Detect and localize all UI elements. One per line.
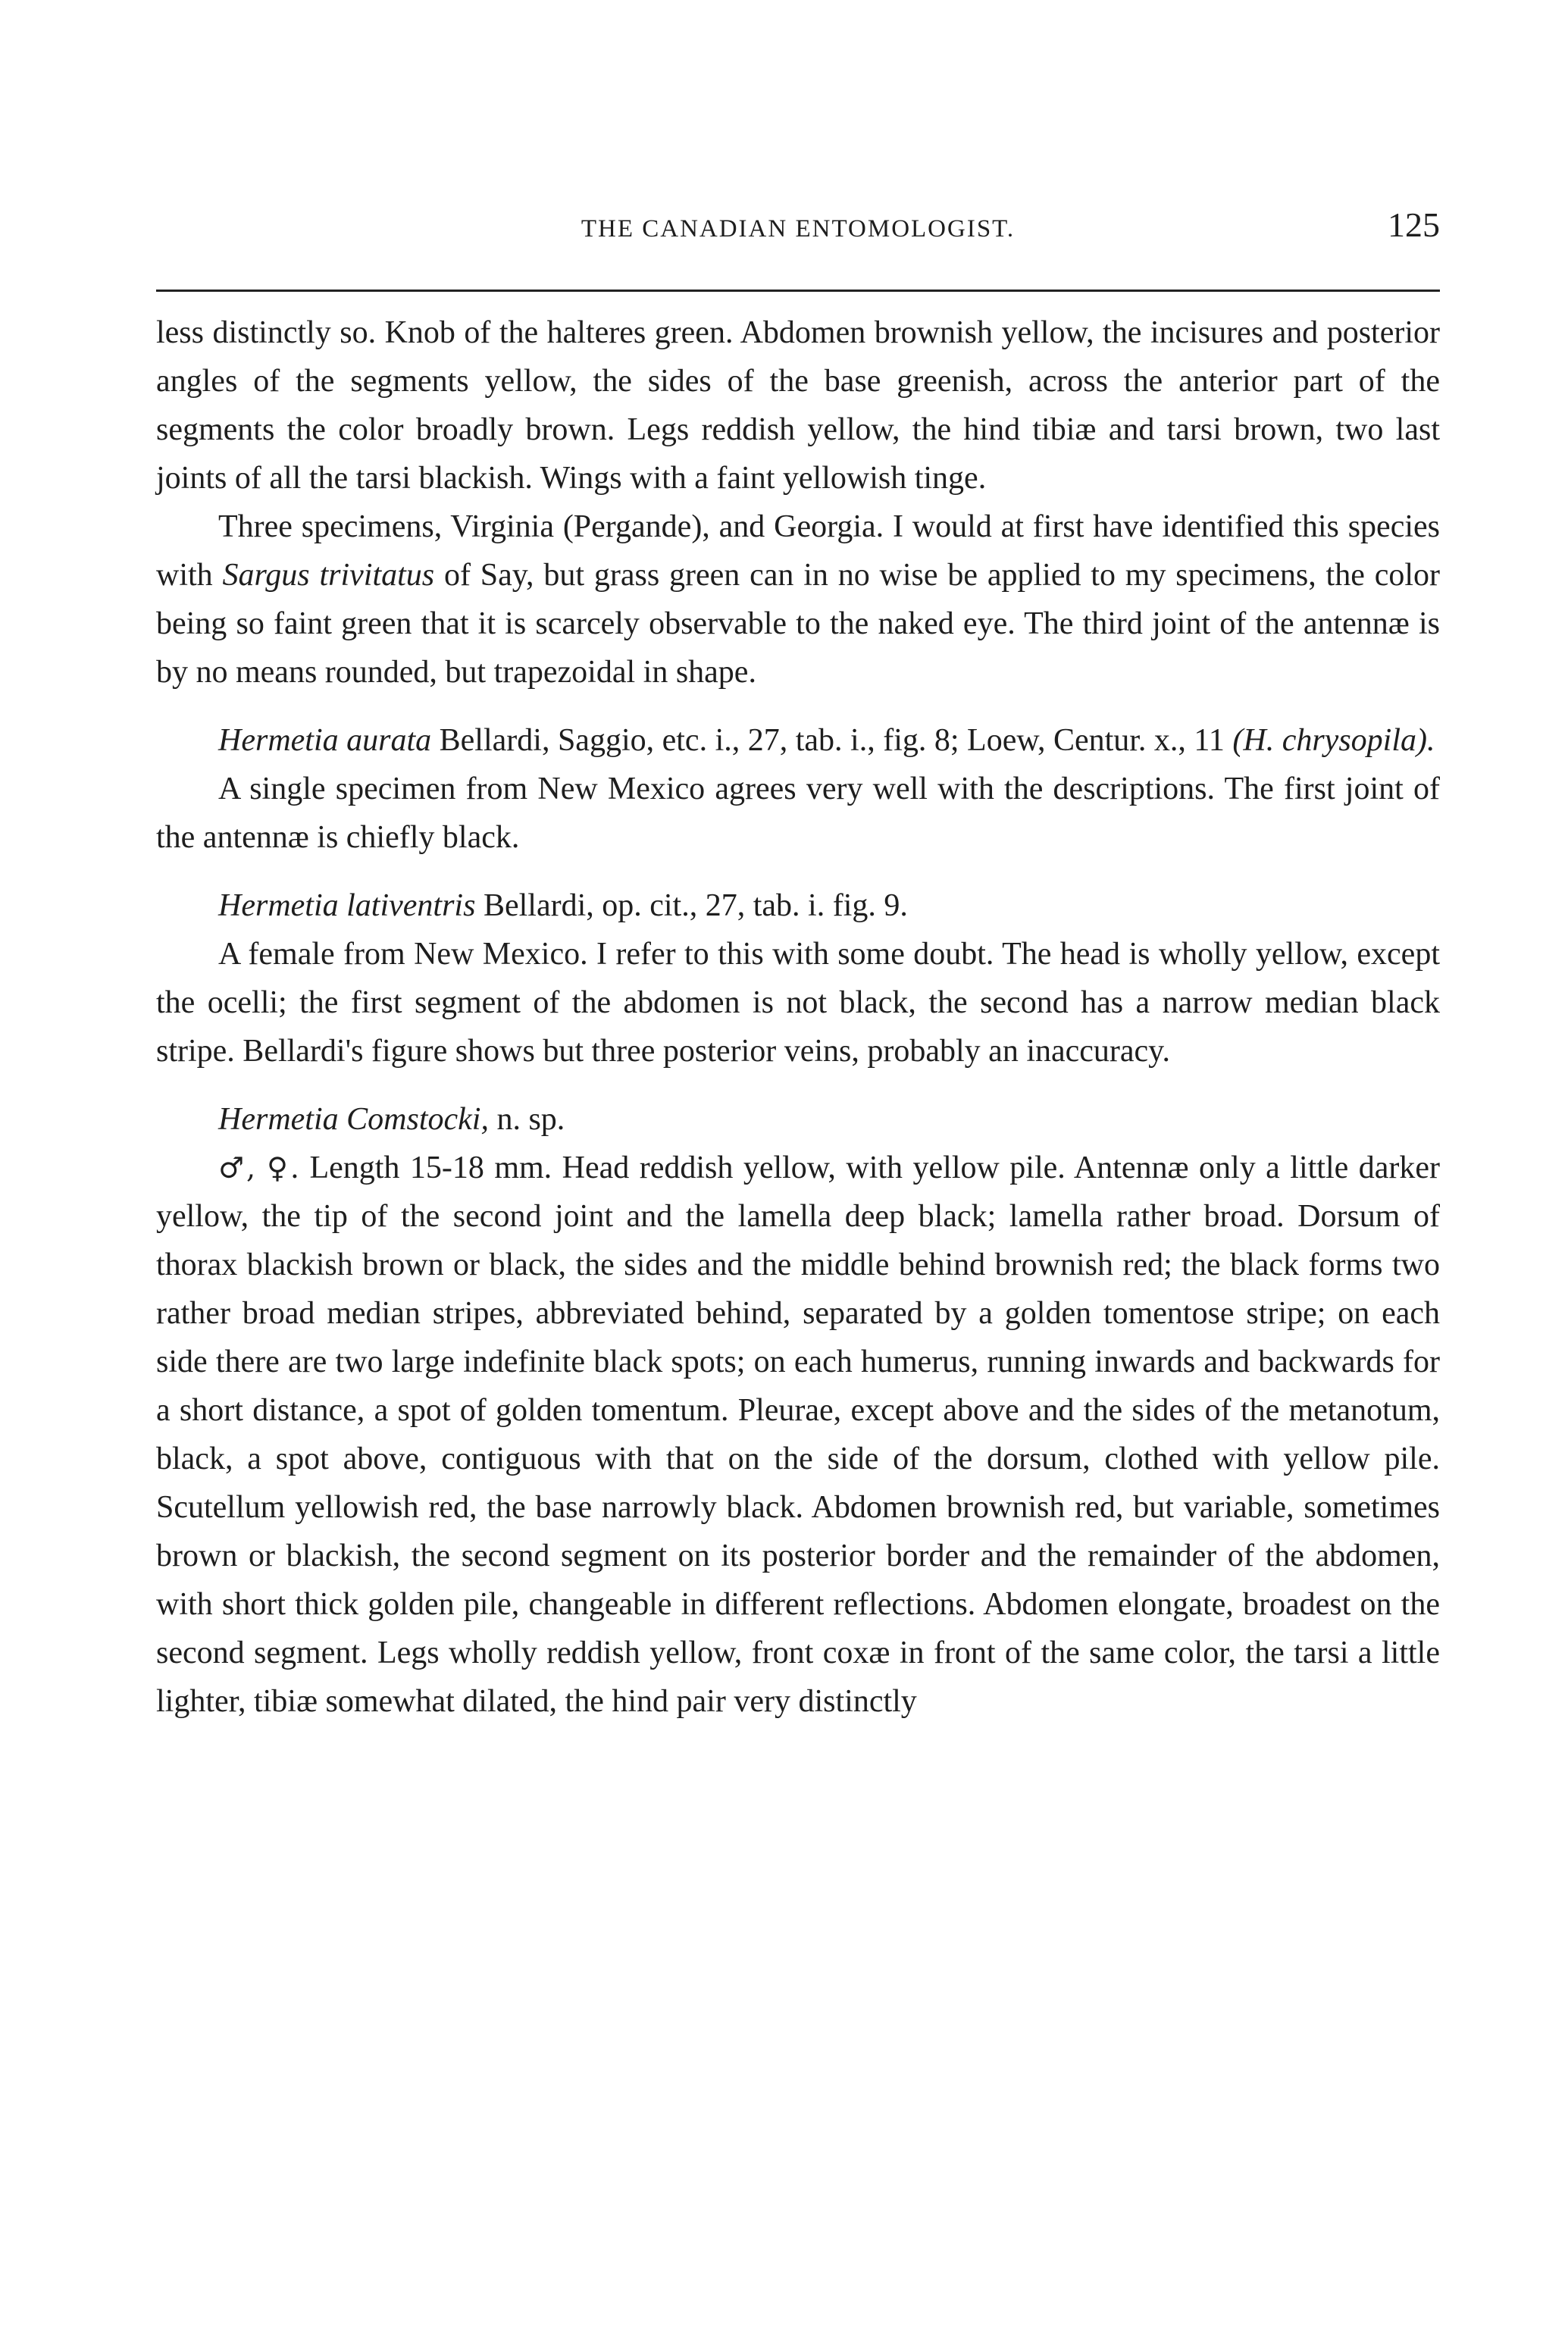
- synonym: (H. chrysopila).: [1232, 723, 1435, 758]
- species-name: Hermetia Comstocki,: [218, 1102, 489, 1137]
- paragraph-text: Length 15-18 mm. Head reddish yellow, with yellow pile. Antennæ only a little darker yellow, the tip of the second joint and the lamella deep black; lamella rather broad. Dorsum of thorax blackish brown or black, the sides and the middle behind brownish red; the black forms two rather broad median stripes, abbreviated behind, separated by a golden tomentose stripe; on each side there are two large indefinite black spots; on each humerus, running inwards and backwards for a short distance, a spot of golden tomentum. Pleurae, except above and the sides of the metanotum, black, a spot above, contiguous with that on the side of the dorsum, clothed with yellow pile. Scutellum yellowish red, the base narrowly black. Abdomen brownish red, but variable, sometimes brown or blackish, the second segment on its posterior border and the remainder of the abdomen, with short thick golden pile, changeable in different reflections. Abdomen elongate, broadest on the second segment. Legs wholly reddish yellow, front coxæ in front of the same color, the tarsi a little lighter, tibiæ somewhat dilated, the hind pair very distinctly: [156, 1150, 1440, 1719]
- reference: Bellardi, op. cit., 27, tab. i. fig. 9.: [483, 888, 908, 923]
- paragraph-text: A single specimen from New Mexico agrees very well with the descriptions. The first joint of the antennæ is chiefly black.: [156, 772, 1440, 855]
- paragraph-continuation: [156, 308, 1440, 502]
- paragraph-comstocki: [156, 1144, 1440, 1726]
- species-heading-comstocki: [156, 1095, 1440, 1144]
- species-heading-lativentris: [156, 881, 1440, 930]
- species-name: Hermetia lativentris: [218, 888, 476, 923]
- paragraph-text: less distinctly so. Knob of the halteres green. Abdomen brownish yellow, the incisures and posterior angles of the segments yellow, the sides of the base greenish, across the anterior part of the segments the color broadly brown. Legs reddish yellow, the hind tibiæ and tarsi brown, two last joints of all the tarsi blackish. Wings with a faint yellowish tinge.: [156, 315, 1440, 496]
- running-title: THE CANADIAN ENTOMOLOGIST.: [581, 215, 1016, 243]
- paragraph-specimens: [156, 502, 1440, 697]
- new-species-mark: n. sp.: [496, 1102, 565, 1137]
- paragraph-text: A female from New Mexico. I refer to this with some doubt. The head is wholly yellow, except the ocelli; the first segment of the abdomen is not black, the second has a narrow median black stripe. Bellardi's figure shows but three posterior veins, probably an inaccuracy.: [156, 937, 1440, 1069]
- page: [156, 205, 1440, 1726]
- paragraph-lativentris: [156, 930, 1440, 1075]
- page-number: 125: [1388, 205, 1440, 244]
- paragraph-text: of Say, but grass green can in no wise be applied to my specimens, the color being so faint green that it is scarcely observable to the naked eye. The third joint of the antennæ is by no means rounded, but trapezoidal in shape.: [156, 558, 1440, 690]
- species-name: Sargus trivitatus: [222, 558, 435, 593]
- page-header: [156, 205, 1440, 252]
- paragraph-text: Three specimens, Virginia (Pergande), and Georgia. I would at first have identified this species with: [156, 509, 1440, 593]
- header-rule: [156, 290, 1440, 292]
- species-name: Hermetia aurata: [218, 723, 432, 758]
- sex-symbols: ♂, ♀.: [218, 1151, 299, 1185]
- paragraph-aurata: [156, 765, 1440, 862]
- species-heading-aurata: [156, 716, 1440, 765]
- reference: Bellardi, Saggio, etc. i., 27, tab. i., fig. 8; Loew, Centur. x., 11: [439, 723, 1225, 758]
